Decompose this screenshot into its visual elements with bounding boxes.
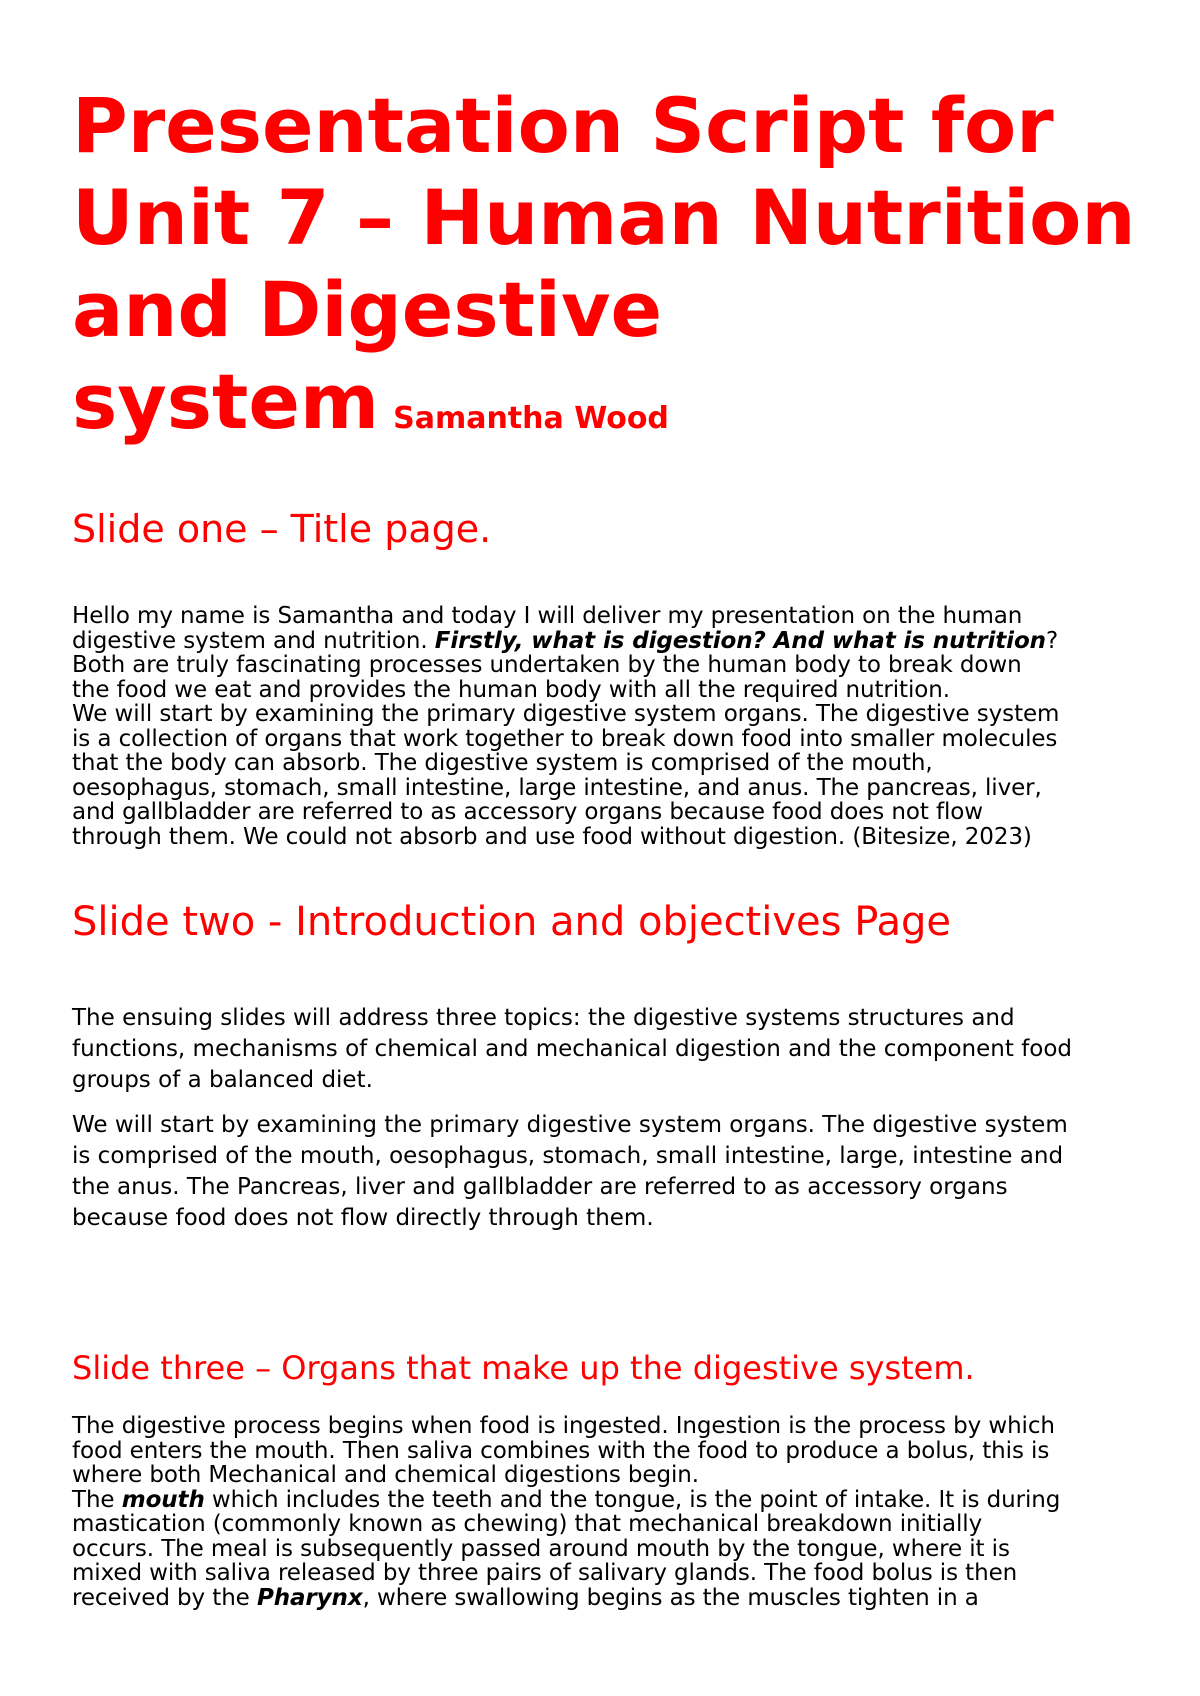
title-text: Presentation Script for Unit 7 – Human Nutrition and Digestive system	[72, 81, 1136, 446]
body-line	[72, 1488, 1142, 1513]
body-line: through them. We could not absorb and use food without digestion. (Bitesize, 2023)	[72, 823, 1032, 850]
slide-one-body	[72, 604, 1142, 849]
slide-two-heading: Slide two - Introduction and objectives Page	[72, 899, 952, 945]
author-name: Samantha Wood	[393, 401, 669, 436]
body-line: is a collection of organs that work together to break down food into smaller molecules	[72, 725, 1058, 752]
emphasis-mouth: mouth	[121, 1486, 205, 1513]
slide-one-heading: Slide one – Title page.	[72, 507, 492, 551]
body-text: ?	[1045, 627, 1059, 654]
body-line: mixed with saliva released by three pairs of salivary glands. The food bolus is then	[72, 1560, 1018, 1586]
body-line: that the body can absorb. The digestive system is comprised of the mouth,	[72, 750, 933, 776]
body-line: oesophagus, stomach, small intestine, large intestine, and anus. The pancreas, liver,	[72, 774, 1042, 801]
body-line: because food does not flow directly through them.	[72, 1205, 654, 1231]
body-line: occurs. The meal is subsequently passed around mouth by the tongue, where it is	[72, 1535, 1010, 1562]
body-line	[72, 1586, 1142, 1611]
document-title	[72, 80, 1152, 448]
body-text: received by the	[72, 1584, 257, 1611]
body-line: and gallbladder are referred to as accessory organs because food does not flow	[72, 799, 983, 825]
body-text: , where swallowing begins as the muscles tighten in a	[362, 1584, 979, 1611]
body-line: We will start by examining the primary digestive system organs. The digestive system	[72, 1112, 1068, 1138]
body-text: The	[72, 1486, 122, 1513]
body-line: food enters the mouth. Then saliva combines with the food to produce a bolus, this is	[72, 1437, 1050, 1464]
slide-three-body	[72, 1414, 1142, 1610]
body-line: We will start by examining the primary digestive system organs. The digestive system	[72, 701, 1060, 727]
body-line: groups of a balanced diet.	[72, 1067, 373, 1093]
body-line: The ensuing slides will address three topics: the digestive systems structures and	[72, 1005, 1015, 1031]
body-line: functions, mechanisms of chemical and mechanical digestion and the component food	[72, 1036, 1073, 1062]
body-line: is comprised of the mouth, oesophagus, stomach, small intestine, large, intestine and	[72, 1143, 1064, 1169]
body-line	[72, 629, 1142, 654]
emphasis-question: Firstly, what is digestion? And what is nutrition	[434, 627, 1046, 654]
body-text: which includes the teeth and the tongue, is the point of intake. It is during	[204, 1486, 1061, 1513]
emphasis-pharynx: Pharynx	[256, 1584, 363, 1611]
slide-three-heading: Slide three – Organs that make up the digestive system.	[72, 1349, 975, 1387]
slide-two-paragraph-2	[72, 1110, 1142, 1234]
body-line: Hello my name is Samantha and today I will deliver my presentation on the human	[72, 603, 1023, 629]
slide-two-paragraph-1	[72, 1003, 1142, 1096]
body-line: where both Mechanical and chemical digestions begin.	[72, 1462, 699, 1488]
body-line: the anus. The Pancreas, liver and gallbladder are referred to as accessory organs	[72, 1174, 1008, 1200]
body-line: Both are truly fascinating processes undertaken by the human body to break down	[72, 652, 1022, 678]
body-line: The digestive process begins when food is ingested. Ingestion is the process by which	[72, 1413, 1055, 1439]
body-text: digestive system and nutrition.	[72, 627, 435, 654]
body-line: mastication (commonly known as chewing) that mechanical breakdown initially	[72, 1511, 983, 1537]
body-line: the food we eat and provides the human body with all the required nutrition.	[72, 676, 950, 703]
